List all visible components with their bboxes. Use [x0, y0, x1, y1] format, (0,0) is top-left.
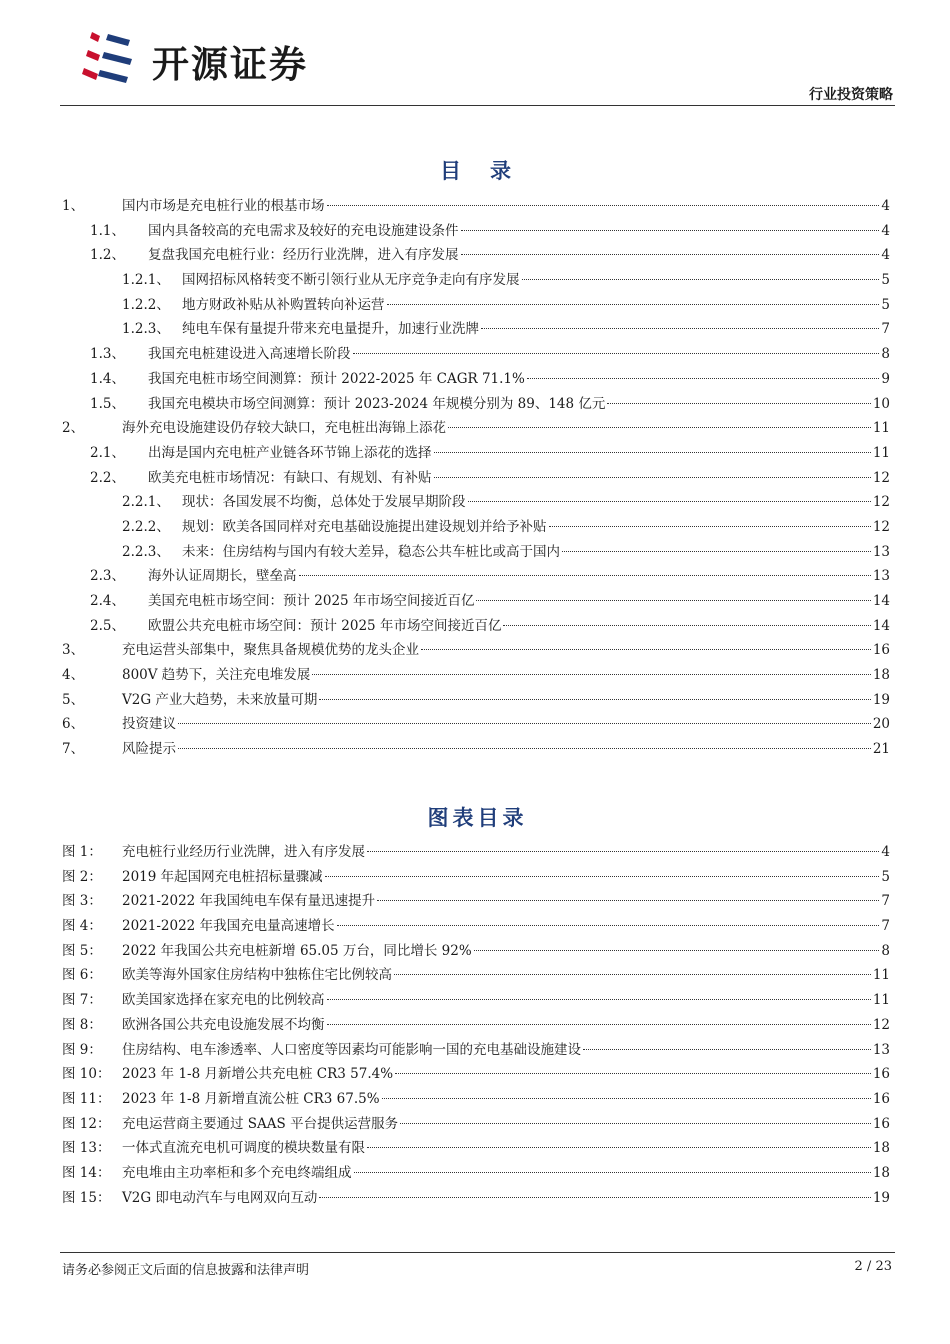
dot-leader	[382, 1097, 871, 1099]
entry-page: 14	[872, 617, 890, 634]
dot-leader	[474, 949, 880, 951]
entry-number: 图 1：	[62, 844, 102, 860]
entry-page: 11	[872, 992, 890, 1009]
entry-page: 18	[872, 667, 890, 684]
dot-leader	[481, 327, 879, 329]
entry-page: 7	[881, 321, 890, 338]
entry-page: 5	[881, 868, 890, 885]
entry-title: 充电运营商主要通过 SAAS 平台提供运营服务	[122, 1115, 399, 1132]
entry-title: 一体式直流充电机可调度的模块数量有限	[122, 1140, 365, 1157]
toc-entry[interactable]	[60, 392, 890, 417]
entry-number: 2.3、	[90, 568, 125, 585]
entry-number: 图 5：	[62, 942, 102, 959]
entry-number: 1.2.3、	[122, 321, 170, 338]
entry-title: 欧盟公共充电桩市场空间：预计 2025 年市场空间接近百亿	[148, 617, 502, 634]
entry-page: 4	[881, 222, 890, 239]
entry-page: 21	[872, 741, 890, 758]
dot-leader	[434, 476, 871, 478]
figure-entry[interactable]	[60, 963, 890, 988]
entry-title: 我国充电模块市场空间测算：预计 2023-2024 年规模分别为 89、148 亿元	[148, 395, 606, 412]
dot-leader	[377, 899, 879, 901]
entry-number: 图 2：	[62, 868, 102, 885]
figure-entry[interactable]	[60, 1161, 890, 1186]
entry-title: 欧美充电桩市场情况：有缺口、有规划、有补贴	[148, 469, 432, 486]
entry-number: 3、	[62, 642, 85, 659]
entry-page: 12	[872, 469, 890, 486]
figure-entry[interactable]	[60, 939, 890, 964]
figure-entry[interactable]	[60, 1013, 890, 1038]
entry-page: 7	[881, 893, 890, 910]
entry-title: 2021-2022 年我国纯电车保有量迅速提升	[122, 893, 376, 910]
figure-entry[interactable]	[60, 840, 890, 865]
entry-number: 5、	[62, 691, 85, 708]
entry-title: 我国充电桩市场空间测算：预计 2022-2025 年 CAGR 71.1%	[148, 370, 525, 387]
toc-entry[interactable]	[60, 194, 890, 219]
footer-divider	[60, 1252, 895, 1253]
entry-title: 国内具备较高的充电需求及较好的充电设施建设条件	[148, 222, 459, 239]
toc-entry[interactable]	[60, 243, 890, 268]
entry-title: 800V 趋势下，关注充电堆发展	[122, 667, 311, 684]
dot-leader	[327, 998, 871, 1000]
toc-entry[interactable]	[60, 737, 890, 762]
entry-number: 图 7：	[62, 992, 102, 1009]
toc-entry[interactable]	[60, 219, 890, 244]
entry-number: 1、	[62, 198, 85, 214]
toc-entry[interactable]	[60, 688, 890, 713]
entry-number: 图 6：	[62, 967, 102, 984]
entry-page: 12	[872, 1016, 890, 1033]
dot-leader	[337, 924, 880, 926]
entry-title: 我国充电桩建设进入高速增长阶段	[148, 346, 351, 363]
entry-page: 16	[872, 1066, 890, 1083]
entry-page: 13	[872, 568, 890, 585]
toc-entry[interactable]	[60, 416, 890, 441]
toc-entry[interactable]	[60, 490, 890, 515]
entry-title: 出海是国内充电桩产业链各环节锦上添花的选择	[148, 444, 432, 461]
entry-title: 美国充电桩市场空间：预计 2025 年市场空间接近百亿	[148, 593, 475, 609]
dot-leader	[319, 698, 870, 700]
entry-page: 14	[872, 593, 890, 609]
toc-title: 目 录	[440, 159, 515, 183]
page-indicator: 2 / 23	[854, 1259, 892, 1274]
entry-number: 2.4、	[90, 593, 125, 609]
entry-title: 充电桩行业经历行业洗牌，进入有序发展	[122, 844, 365, 860]
entry-title: 2023 年 1-8 月新增公共充电桩 CR3 57.4%	[122, 1066, 394, 1083]
toc-entry[interactable]	[60, 317, 890, 342]
entry-title: 国网招标风格转变不断引领行业从无序竞争走向有序发展	[182, 272, 520, 289]
dot-leader	[354, 1171, 871, 1173]
entry-title: V2G 产业大趋势，未来放量可期	[122, 691, 318, 708]
dot-leader	[434, 451, 871, 453]
entry-number: 7、	[62, 741, 85, 758]
entry-page: 12	[872, 518, 890, 535]
entry-number: 2.2、	[90, 469, 125, 486]
toc-entry[interactable]	[60, 293, 890, 318]
entry-title: 充电运营头部集中，聚焦具备规模优势的龙头企业	[122, 642, 419, 659]
entry-number: 图 15：	[62, 1189, 111, 1206]
toc-entry[interactable]	[60, 466, 890, 491]
entry-title: 海外充电设施建设仍存较大缺口，充电桩出海锦上添花	[122, 420, 446, 437]
toc-entry[interactable]	[60, 712, 890, 737]
header-divider	[60, 105, 895, 106]
entry-title: 纯电车保有量提升带来充电量提升，加速行业洗牌	[182, 321, 479, 338]
toc-entry[interactable]	[60, 540, 890, 565]
dot-leader	[395, 1072, 871, 1074]
toc-entry[interactable]	[60, 367, 890, 392]
figure-entry[interactable]	[60, 988, 890, 1013]
dot-leader	[503, 624, 870, 626]
dot-leader	[583, 1048, 871, 1050]
figure-entry[interactable]	[60, 1186, 890, 1211]
entry-page: 16	[872, 1090, 890, 1107]
dot-leader	[367, 850, 879, 852]
entry-number: 2.1、	[90, 444, 125, 461]
entry-title: 地方财政补贴从补购置转向补运营	[182, 296, 385, 313]
entry-number: 图 8：	[62, 1016, 102, 1033]
dot-leader	[312, 673, 871, 675]
entry-page: 16	[872, 642, 890, 659]
entry-title: 现状：各国发展不均衡，总体处于发展早期阶段	[182, 494, 466, 511]
figure-entry[interactable]	[60, 889, 890, 914]
entry-title: 欧美国家选择在家充电的比例较高	[122, 992, 325, 1009]
dot-leader	[325, 875, 880, 877]
figure-entry[interactable]	[60, 1062, 890, 1087]
figure-entry[interactable]	[60, 865, 890, 890]
toc-entry[interactable]	[60, 268, 890, 293]
entry-title: 风险提示	[122, 741, 176, 758]
entry-title: 复盘我国充电桩行业：经历行业洗牌，进入有序发展	[148, 247, 459, 264]
entry-number: 图 14：	[62, 1164, 111, 1181]
toc-entry[interactable]	[60, 663, 890, 688]
entry-number: 1.1、	[90, 222, 125, 239]
dot-leader	[327, 204, 880, 206]
entry-page: 12	[872, 494, 890, 511]
entry-title: V2G 即电动汽车与电网双向互动	[122, 1189, 318, 1206]
dot-leader	[468, 500, 871, 502]
entry-number: 图 4：	[62, 918, 102, 935]
entry-number: 图 3：	[62, 893, 102, 910]
dot-leader	[607, 402, 870, 404]
entry-number: 1.5、	[90, 395, 125, 412]
entry-title: 欧洲各国公共充电设施发展不均衡	[122, 1016, 325, 1033]
table-of-contents	[60, 194, 890, 762]
entry-page: 9	[881, 370, 890, 387]
entry-page: 11	[872, 420, 890, 437]
entry-number: 2.2.1、	[122, 494, 170, 511]
entry-number: 2.5、	[90, 617, 125, 634]
dot-leader	[421, 648, 871, 650]
dot-leader	[299, 574, 871, 576]
entry-page: 13	[872, 543, 890, 560]
figure-entry[interactable]	[60, 1112, 890, 1137]
dot-leader	[448, 426, 871, 428]
entry-title: 2022 年我国公共充电桩新增 65.05 万台，同比增长 92%	[122, 942, 472, 959]
dot-leader	[461, 229, 880, 231]
dot-leader	[367, 1146, 871, 1148]
dot-leader	[476, 599, 870, 601]
dot-leader	[461, 253, 880, 255]
entry-number: 4、	[62, 667, 85, 684]
figure-entry[interactable]	[60, 914, 890, 939]
entry-page: 13	[872, 1041, 890, 1058]
report-type: 行业投资策略	[809, 87, 893, 103]
entry-number: 1.3、	[90, 346, 125, 363]
figure-entry[interactable]	[60, 1136, 890, 1161]
entry-page: 8	[881, 942, 890, 959]
entry-number: 图 13：	[62, 1140, 111, 1157]
entry-page: 4	[881, 247, 890, 264]
toc-entry[interactable]	[60, 564, 890, 589]
entry-number: 2.2.2、	[122, 518, 170, 535]
entry-title: 2021-2022 年我国充电量高速增长	[122, 918, 335, 935]
entry-number: 图 12：	[62, 1115, 111, 1132]
figure-entry[interactable]	[60, 1087, 890, 1112]
toc-entry[interactable]	[60, 638, 890, 663]
entry-title: 规划：欧美各国同样对充电基础设施提出建设规划并给予补贴	[182, 518, 547, 535]
entry-page: 5	[881, 296, 890, 313]
entry-page: 7	[881, 918, 890, 935]
dot-leader	[549, 525, 871, 527]
entry-page: 11	[872, 967, 890, 984]
dot-leader	[527, 377, 880, 379]
toc-entry[interactable]	[60, 614, 890, 639]
figure-list	[60, 840, 890, 1210]
toc-entry[interactable]	[60, 342, 890, 367]
entry-page: 19	[872, 691, 890, 708]
entry-number: 1.2、	[90, 247, 125, 264]
toc-entry[interactable]	[60, 441, 890, 466]
dot-leader	[353, 352, 880, 354]
figure-entry[interactable]	[60, 1038, 890, 1063]
toc-entry[interactable]	[60, 515, 890, 540]
figures-title: 图表目录	[427, 806, 528, 830]
entry-number: 图 10：	[62, 1066, 111, 1083]
entry-page: 19	[872, 1189, 890, 1206]
toc-entry[interactable]	[60, 589, 890, 614]
entry-number: 1.2.2、	[122, 296, 170, 313]
dot-leader	[319, 1196, 870, 1198]
entry-page: 10	[872, 395, 890, 412]
dot-leader	[387, 303, 880, 305]
entry-page: 4	[881, 844, 890, 860]
dot-leader	[178, 747, 871, 749]
dot-leader	[522, 278, 880, 280]
dot-leader	[327, 1023, 871, 1025]
entry-page: 8	[881, 346, 890, 363]
entry-title: 2023 年 1-8 月新增直流公桩 CR3 67.5%	[122, 1090, 380, 1107]
entry-page: 20	[872, 716, 890, 733]
entry-page: 11	[872, 444, 890, 461]
entry-number: 1.2.1、	[122, 272, 170, 289]
entry-title: 国内市场是充电桩行业的根基市场	[122, 198, 325, 214]
entry-page: 18	[872, 1140, 890, 1157]
dot-leader	[394, 973, 871, 975]
dot-leader	[178, 722, 871, 724]
dot-leader	[562, 550, 871, 552]
entry-page: 5	[881, 272, 890, 289]
entry-number: 2、	[62, 420, 85, 437]
entry-title: 欧美等海外国家住房结构中独栋住宅比例较高	[122, 967, 392, 984]
entry-title: 未来：住房结构与国内有较大差异，稳态公共车桩比或高于国内	[182, 543, 560, 560]
disclaimer: 请务必参阅正文后面的信息披露和法律声明	[62, 1263, 310, 1278]
entry-number: 1.4、	[90, 370, 125, 387]
entry-title: 住房结构、电车渗透率、人口密度等因素均可能影响一国的充电基础设施建设	[122, 1041, 581, 1058]
entry-title: 投资建议	[122, 716, 176, 733]
entry-title: 海外认证周期长，壁垒高	[148, 568, 297, 585]
entry-title: 2019 年起国网充电桩招标量骤减	[122, 868, 323, 885]
entry-title: 充电堆由主功率柜和多个充电终端组成	[122, 1164, 352, 1181]
page-header	[60, 18, 895, 106]
entry-page: 16	[872, 1115, 890, 1132]
entry-number: 6、	[62, 716, 85, 733]
entry-number: 2.2.3、	[122, 543, 170, 560]
entry-page: 4	[881, 198, 890, 214]
entry-number: 图 11：	[62, 1090, 111, 1107]
entry-number: 图 9：	[62, 1041, 102, 1058]
entry-page: 18	[872, 1164, 890, 1181]
brand-name: 开源证券	[152, 43, 308, 86]
dot-leader	[400, 1122, 871, 1124]
kaiyuan-logo-icon	[78, 28, 138, 90]
